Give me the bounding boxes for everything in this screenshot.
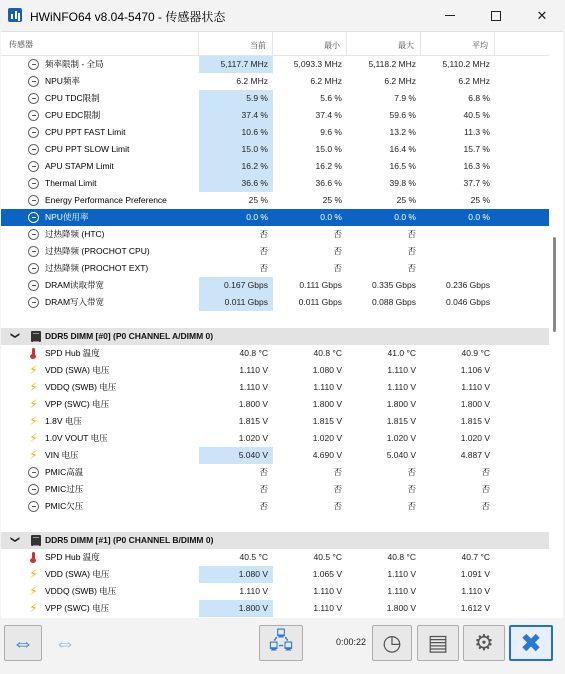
close-x-icon: ✖ [520, 627, 542, 658]
current-value: 37.4 % [199, 107, 273, 124]
max-value: 16.5 % [389, 161, 416, 171]
hwinfo-app-icon [8, 8, 22, 22]
max-value: 1.815 V [386, 416, 416, 426]
min-value: 否 [333, 501, 342, 511]
min-value: 15.0 % [315, 144, 342, 154]
max-value: 0.0 % [394, 212, 416, 222]
column-header-max[interactable]: 最大 [347, 32, 421, 56]
min-value: 9.6 % [320, 127, 342, 137]
column-header-min[interactable]: 最小 [273, 32, 347, 56]
sensor-label: VDD (SWA) 电压 [45, 365, 110, 375]
voltage-icon: ⚡ [29, 584, 38, 598]
current-value: 16.2 % [199, 158, 273, 175]
max-value: 25 % [396, 195, 416, 205]
current-value: 1.110 V [239, 382, 268, 392]
min-value: 16.2 % [315, 161, 342, 171]
current-value: 1.080 V [199, 566, 273, 583]
network-computers-icon: 🖧 [268, 628, 294, 653]
sensor-row[interactable] [1, 430, 549, 447]
sensor-row[interactable] [1, 56, 549, 73]
thermometer-icon [28, 348, 39, 359]
current-value: 1.800 V [199, 600, 273, 617]
sensor-label: 频率限制 - 全局 [45, 59, 104, 69]
log-add-icon: ▤ [427, 630, 449, 655]
avg-value: 15.7 % [463, 144, 490, 154]
current-value: 0.167 Gbps [199, 277, 273, 294]
close-icon: ✕ [536, 7, 548, 23]
min-value: 0.111 Gbps [299, 280, 342, 290]
avg-value: 否 [481, 467, 490, 477]
sensor-row[interactable] [1, 277, 549, 294]
sensor-row[interactable] [1, 73, 549, 90]
settings-button[interactable] [463, 625, 505, 661]
min-value: 0.0 % [320, 212, 342, 222]
max-value: 40.8 °C [387, 552, 416, 562]
sensor-row[interactable] [1, 294, 549, 311]
sensor-row[interactable] [1, 413, 549, 430]
scrollbar-thumb[interactable] [553, 237, 556, 332]
sensor-row[interactable] [1, 583, 549, 600]
max-value: 0.088 Gbps [372, 297, 416, 307]
clock-icon [28, 76, 39, 87]
max-value: 1.110 V [387, 569, 416, 579]
min-value: 1.110 V [313, 382, 342, 392]
clock-icon [28, 195, 39, 206]
clock-icon [28, 127, 39, 138]
sensor-label: 1.0V VOUT 电压 [45, 433, 108, 443]
avg-value: 1.612 V [460, 603, 490, 613]
avg-value: 6.2 MHz [458, 76, 490, 86]
clock-icon [28, 280, 39, 291]
current-value: 1.800 V [238, 399, 268, 409]
sensor-row[interactable] [1, 209, 549, 226]
sensor-label: PMIC欠压 [45, 501, 84, 511]
column-header-row [1, 32, 549, 56]
sensor-row[interactable] [1, 260, 549, 277]
maximize-button[interactable] [473, 0, 519, 31]
voltage-icon: ⚡ [29, 397, 38, 411]
sensor-label: VDDQ (SWB) 电压 [45, 382, 117, 392]
clock-icon [28, 297, 39, 308]
avg-value: 40.9 °C [461, 348, 490, 358]
sensor-group-header[interactable] [1, 532, 549, 549]
avg-value: 6.8 % [468, 93, 490, 103]
left-right-arrows-icon: ⇔ [12, 630, 34, 655]
sensor-row[interactable] [1, 566, 549, 583]
bottom-toolbar [0, 618, 565, 674]
gear-icon: ⚙ [474, 630, 494, 655]
current-value: 0.011 Gbps [199, 294, 273, 311]
reset-timer-button[interactable] [372, 625, 412, 661]
sensor-label: NPU使用率 [45, 212, 89, 222]
current-value: 25 % [248, 195, 268, 205]
sensor-row[interactable] [1, 464, 549, 481]
elapsed-timer: 0:00:22 [336, 637, 367, 647]
sensor-label: PMIC过压 [45, 484, 84, 494]
min-value: 5,093.3 MHz [293, 59, 342, 69]
avg-value: 0.046 Gbps [446, 297, 490, 307]
close-button[interactable] [519, 0, 565, 31]
voltage-icon: ⚡ [29, 363, 38, 377]
avg-value: 1.110 V [461, 586, 490, 596]
current-value: 否 [259, 484, 268, 494]
logging-button[interactable] [417, 625, 459, 661]
sensor-label: VPP (SWC) 电压 [45, 603, 110, 613]
memory-module-icon [31, 535, 41, 546]
sensor-label: SPD Hub 温度 [45, 552, 100, 562]
min-value: 6.2 MHz [310, 76, 342, 86]
current-value: 15.0 % [199, 141, 273, 158]
avg-value: 否 [481, 484, 490, 494]
sensor-label: CPU TDC限制 [45, 93, 100, 103]
sensor-row[interactable] [1, 447, 549, 464]
sensor-label: 1.8V 电压 [45, 416, 82, 426]
max-value: 59.6 % [389, 110, 416, 120]
min-value: 1.110 V [313, 586, 342, 596]
column-header-avg[interactable]: 平均 [421, 32, 495, 56]
current-value: 5.9 % [199, 90, 273, 107]
sensor-row[interactable] [1, 498, 549, 515]
sensor-row[interactable] [1, 124, 549, 141]
avg-value: 1.106 V [460, 365, 490, 375]
avg-value: 1.815 V [460, 416, 490, 426]
memory-module-icon [31, 331, 41, 342]
avg-value [421, 226, 495, 243]
avg-value: 1.091 V [460, 569, 490, 579]
clock-icon [28, 59, 39, 70]
voltage-icon: ⚡ [29, 380, 38, 394]
max-value: 16.4 % [389, 144, 416, 154]
current-value: 5.040 V [199, 447, 273, 464]
sensor-group-header[interactable] [1, 328, 549, 345]
min-value: 1.110 V [313, 603, 342, 613]
min-value: 40.8 °C [313, 348, 342, 358]
sensor-row[interactable] [1, 141, 549, 158]
clock-icon [28, 501, 39, 512]
voltage-icon: ⚡ [29, 601, 38, 615]
maximize-icon [491, 11, 501, 21]
group-title: DDR5 DIMM [#0] (P0 CHANNEL A/DIMM 0) [45, 331, 214, 341]
clock-icon [28, 161, 39, 172]
current-value: 40.8 °C [239, 348, 268, 358]
max-value: 13.2 % [389, 127, 416, 137]
sensor-label: NPU频率 [45, 76, 80, 86]
min-value: 4.690 V [312, 450, 342, 460]
avg-value: 40.5 % [463, 110, 490, 120]
min-value: 25 % [322, 195, 342, 205]
avg-value: 否 [481, 501, 490, 511]
sensor-row[interactable] [1, 175, 549, 192]
current-value: 否 [259, 263, 268, 273]
sensor-row[interactable] [1, 192, 549, 209]
avg-value: 0.236 Gbps [446, 280, 490, 290]
minimize-icon [445, 15, 455, 16]
min-value: 5.6 % [320, 93, 342, 103]
max-value: 否 [407, 246, 416, 256]
min-value: 1.065 V [312, 569, 342, 579]
sensor-label: Thermal Limit [45, 178, 97, 188]
avg-value: 37.7 % [463, 178, 490, 188]
clock-icon [28, 212, 39, 223]
max-value: 6.2 MHz [384, 76, 416, 86]
sensor-row[interactable] [1, 90, 549, 107]
sensor-label: VDD (SWA) 电压 [45, 569, 110, 579]
max-value: 1.020 V [386, 433, 416, 443]
min-value: 否 [333, 263, 342, 273]
min-value: 1.815 V [312, 416, 342, 426]
max-value: 否 [407, 263, 416, 273]
voltage-icon: ⚡ [29, 567, 38, 581]
min-value: 否 [333, 246, 342, 256]
min-value: 1.020 V [312, 433, 342, 443]
sensor-label: VIN 电压 [45, 450, 79, 460]
thermometer-icon [28, 552, 39, 563]
max-value: 1.110 V [387, 586, 416, 596]
clock-icon [28, 467, 39, 478]
avg-value: 0.0 % [468, 212, 490, 222]
max-value: 39.8 % [389, 178, 416, 188]
current-value: 否 [259, 467, 268, 477]
sensor-row[interactable] [1, 362, 549, 379]
voltage-icon: ⚡ [29, 431, 38, 445]
exit-button[interactable] [509, 625, 553, 661]
sensor-label: 过热降频 (PROCHOT CPU) [45, 246, 150, 256]
current-value: 40.5 °C [239, 552, 268, 562]
max-value: 7.9 % [394, 93, 416, 103]
sensor-label: Energy Performance Preference [45, 195, 167, 205]
sensor-label: 过热降频 (HTC) [45, 229, 105, 239]
clock-icon [28, 484, 39, 495]
current-value: 否 [259, 229, 268, 239]
layout-button[interactable] [46, 625, 84, 661]
sensor-label: PMIC高温 [45, 467, 84, 477]
max-value: 1.110 V [387, 382, 416, 392]
current-value: 1.020 V [238, 433, 268, 443]
clock-icon: ◷ [382, 630, 402, 655]
min-value: 1.080 V [312, 365, 342, 375]
sensor-label: VPP (SWC) 电压 [45, 399, 110, 409]
column-header-current[interactable]: 当前 [199, 32, 273, 56]
sensor-row[interactable] [1, 396, 549, 413]
arrows-inward-icon: ⇔ [54, 630, 76, 655]
current-value: 1.110 V [239, 586, 268, 596]
current-value: 0.0 % [246, 212, 268, 222]
current-value: 1.110 V [239, 365, 268, 375]
sensor-row[interactable] [1, 107, 549, 124]
minimize-button[interactable] [427, 0, 473, 31]
sensor-row[interactable] [1, 549, 549, 566]
avg-value: 40.7 °C [461, 552, 490, 562]
sensor-row[interactable] [1, 379, 549, 396]
voltage-icon: ⚡ [29, 414, 38, 428]
group-title: DDR5 DIMM [#1] (P0 CHANNEL B/DIMM 0) [45, 535, 214, 545]
sensor-row[interactable] [1, 226, 549, 243]
sensor-label: APU STAPM Limit [45, 161, 114, 171]
max-value: 1.110 V [387, 365, 416, 375]
sensor-label: DRAM读取带宽 [45, 280, 105, 290]
sensor-row[interactable] [1, 345, 549, 362]
clock-icon [28, 246, 39, 257]
max-value: 0.335 Gbps [372, 280, 416, 290]
clock-icon [28, 229, 39, 240]
avg-value [421, 260, 495, 277]
min-value: 40.5 °C [313, 552, 342, 562]
avg-value: 1.800 V [460, 399, 490, 409]
network-button[interactable] [259, 625, 303, 661]
current-value: 10.6 % [199, 124, 273, 141]
sensor-row[interactable] [1, 243, 549, 260]
clock-icon [28, 93, 39, 104]
avg-value [421, 243, 495, 260]
column-header-sensor[interactable]: 传感器 [1, 32, 199, 56]
max-value: 1.800 V [386, 399, 416, 409]
sensor-panel [1, 31, 563, 618]
max-value: 41.0 °C [387, 348, 416, 358]
clock-icon [28, 144, 39, 155]
sensor-label: VDDQ (SWB) 电压 [45, 586, 117, 596]
sensor-label: CPU PPT FAST Limit [45, 127, 126, 137]
min-value: 否 [333, 467, 342, 477]
title-bar [0, 0, 565, 31]
expand-collapse-button[interactable] [4, 625, 42, 661]
window-title: HWiNFO64 v8.04-5470 - 传感器状态 [30, 10, 226, 24]
current-value: 5,117.7 MHz [199, 56, 273, 73]
avg-value: 11.3 % [464, 127, 490, 137]
max-value: 5.040 V [386, 450, 416, 460]
clock-icon [28, 178, 39, 189]
min-value: 36.6 % [315, 178, 342, 188]
current-value: 36.6 % [199, 175, 273, 192]
current-value: 否 [259, 246, 268, 256]
min-value: 1.800 V [312, 399, 342, 409]
max-value: 1.800 V [386, 603, 416, 613]
avg-value: 25 % [470, 195, 490, 205]
avg-value: 1.110 V [461, 382, 490, 392]
sensor-label: CPU EDC限制 [45, 110, 101, 120]
clock-icon [28, 263, 39, 274]
clock-icon [28, 110, 39, 121]
vertical-scrollbar[interactable] [549, 32, 563, 618]
sensor-label: SPD Hub 温度 [45, 348, 100, 358]
avg-value: 16.3 % [463, 161, 490, 171]
max-value: 否 [407, 484, 416, 494]
min-value: 37.4 % [315, 110, 342, 120]
sensor-label: CPU PPT SLOW Limit [45, 144, 130, 154]
sensor-row[interactable] [1, 158, 549, 175]
sensor-label: DRAM写入带宽 [45, 297, 105, 307]
current-value: 1.815 V [238, 416, 268, 426]
max-value: 5,118.2 MHz [368, 59, 416, 69]
max-value: 否 [407, 501, 416, 511]
min-value: 否 [333, 229, 342, 239]
sensor-label: 过热降频 (PROCHOT EXT) [45, 263, 149, 273]
min-value: 否 [333, 484, 342, 494]
max-value: 否 [407, 467, 416, 477]
chevron-down-icon[interactable]: ❯ [10, 331, 21, 340]
avg-value: 4.887 V [460, 450, 490, 460]
min-value: 0.011 Gbps [298, 297, 342, 307]
max-value: 否 [407, 229, 416, 239]
sensor-row[interactable] [1, 600, 549, 617]
current-value: 6.2 MHz [236, 76, 268, 86]
avg-value: 5,110.2 MHz [442, 59, 490, 69]
sensor-row[interactable] [1, 481, 549, 498]
voltage-icon: ⚡ [29, 448, 38, 462]
chevron-down-icon[interactable]: ❯ [10, 535, 21, 544]
current-value: 否 [259, 501, 268, 511]
avg-value: 1.020 V [460, 433, 490, 443]
